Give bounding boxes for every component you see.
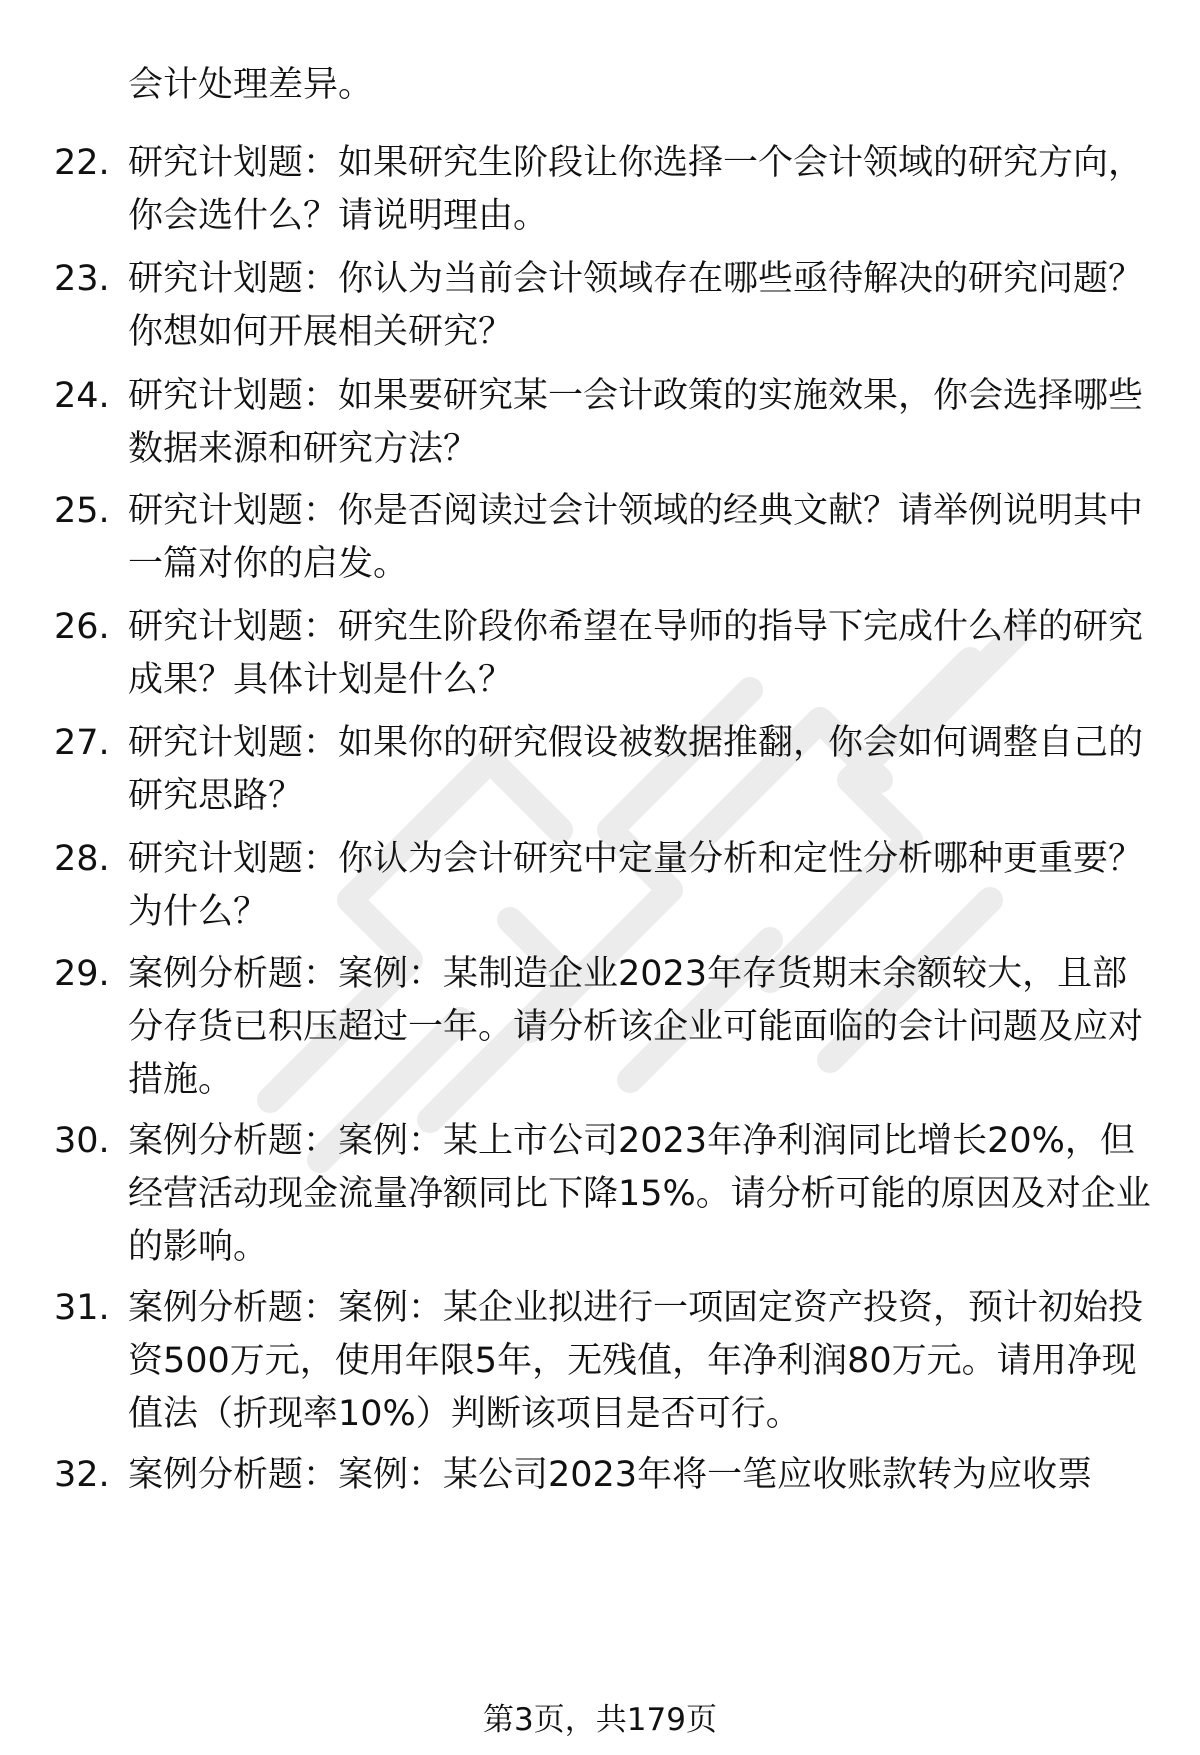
item-number: 24. [54, 376, 110, 416]
item-number: 23. [54, 259, 110, 299]
item-number: 28. [54, 839, 110, 879]
item-text: 研究计划题：你认为会计研究中定量分析和定性分析哪种更重要？为什么？ [128, 839, 1144, 932]
item-number: 30. [54, 1121, 110, 1161]
continuation-text: 会计处理差异。 [128, 65, 374, 105]
item-text: 研究计划题：你认为当前会计领域存在哪些亟待解决的研究问题？你想如何开展相关研究？ [128, 259, 1144, 352]
item-text: 案例分析题：案例：某企业拟进行一项固定资产投资，预计初始投资500万元，使用年限5年，无残值，年净利润80万元。请用净现值法（折现率10%）判断该项目是否可行。 [128, 1288, 1144, 1434]
item-text: 研究计划题：如果研究生阶段让你选择一个会计领域的研究方向，你会选什么？请说明理由。 [128, 143, 1144, 236]
item-number: 26. [54, 607, 110, 647]
item-text: 案例分析题：案例：某制造企业2023年存货期末余额较大，且部分存货已积压超过一年。请分析该企业可能面临的会计问题及应对措施。 [128, 954, 1144, 1100]
item-number: 22. [54, 143, 110, 183]
item-number: 31. [54, 1288, 110, 1328]
item-number: 32. [54, 1455, 110, 1495]
item-text: 研究计划题：如果要研究某一会计政策的实施效果，你会选择哪些数据来源和研究方法？ [128, 376, 1144, 469]
item-number: 27. [54, 723, 110, 763]
item-text: 研究计划题：你是否阅读过会计领域的经典文献？请举例说明其中一篇对你的启发。 [128, 491, 1144, 584]
item-text: 案例分析题：案例：某公司2023年将一笔应收账款转为应收票 [128, 1455, 1093, 1495]
item-number: 29. [54, 954, 110, 994]
item-text: 案例分析题：案例：某上市公司2023年净利润同比增长20%，但经营活动现金流量净额同比下降15%。请分析可能的原因及对企业的影响。 [128, 1121, 1151, 1267]
item-text: 研究计划题：如果你的研究假设被数据推翻，你会如何调整自己的研究思路？ [128, 723, 1144, 816]
item-number: 25. [54, 491, 110, 531]
page-number-footer: 第3页，共179页 [483, 1702, 717, 1738]
item-text: 研究计划题：研究生阶段你希望在导师的指导下完成什么样的研究成果？具体计划是什么？ [128, 607, 1144, 700]
